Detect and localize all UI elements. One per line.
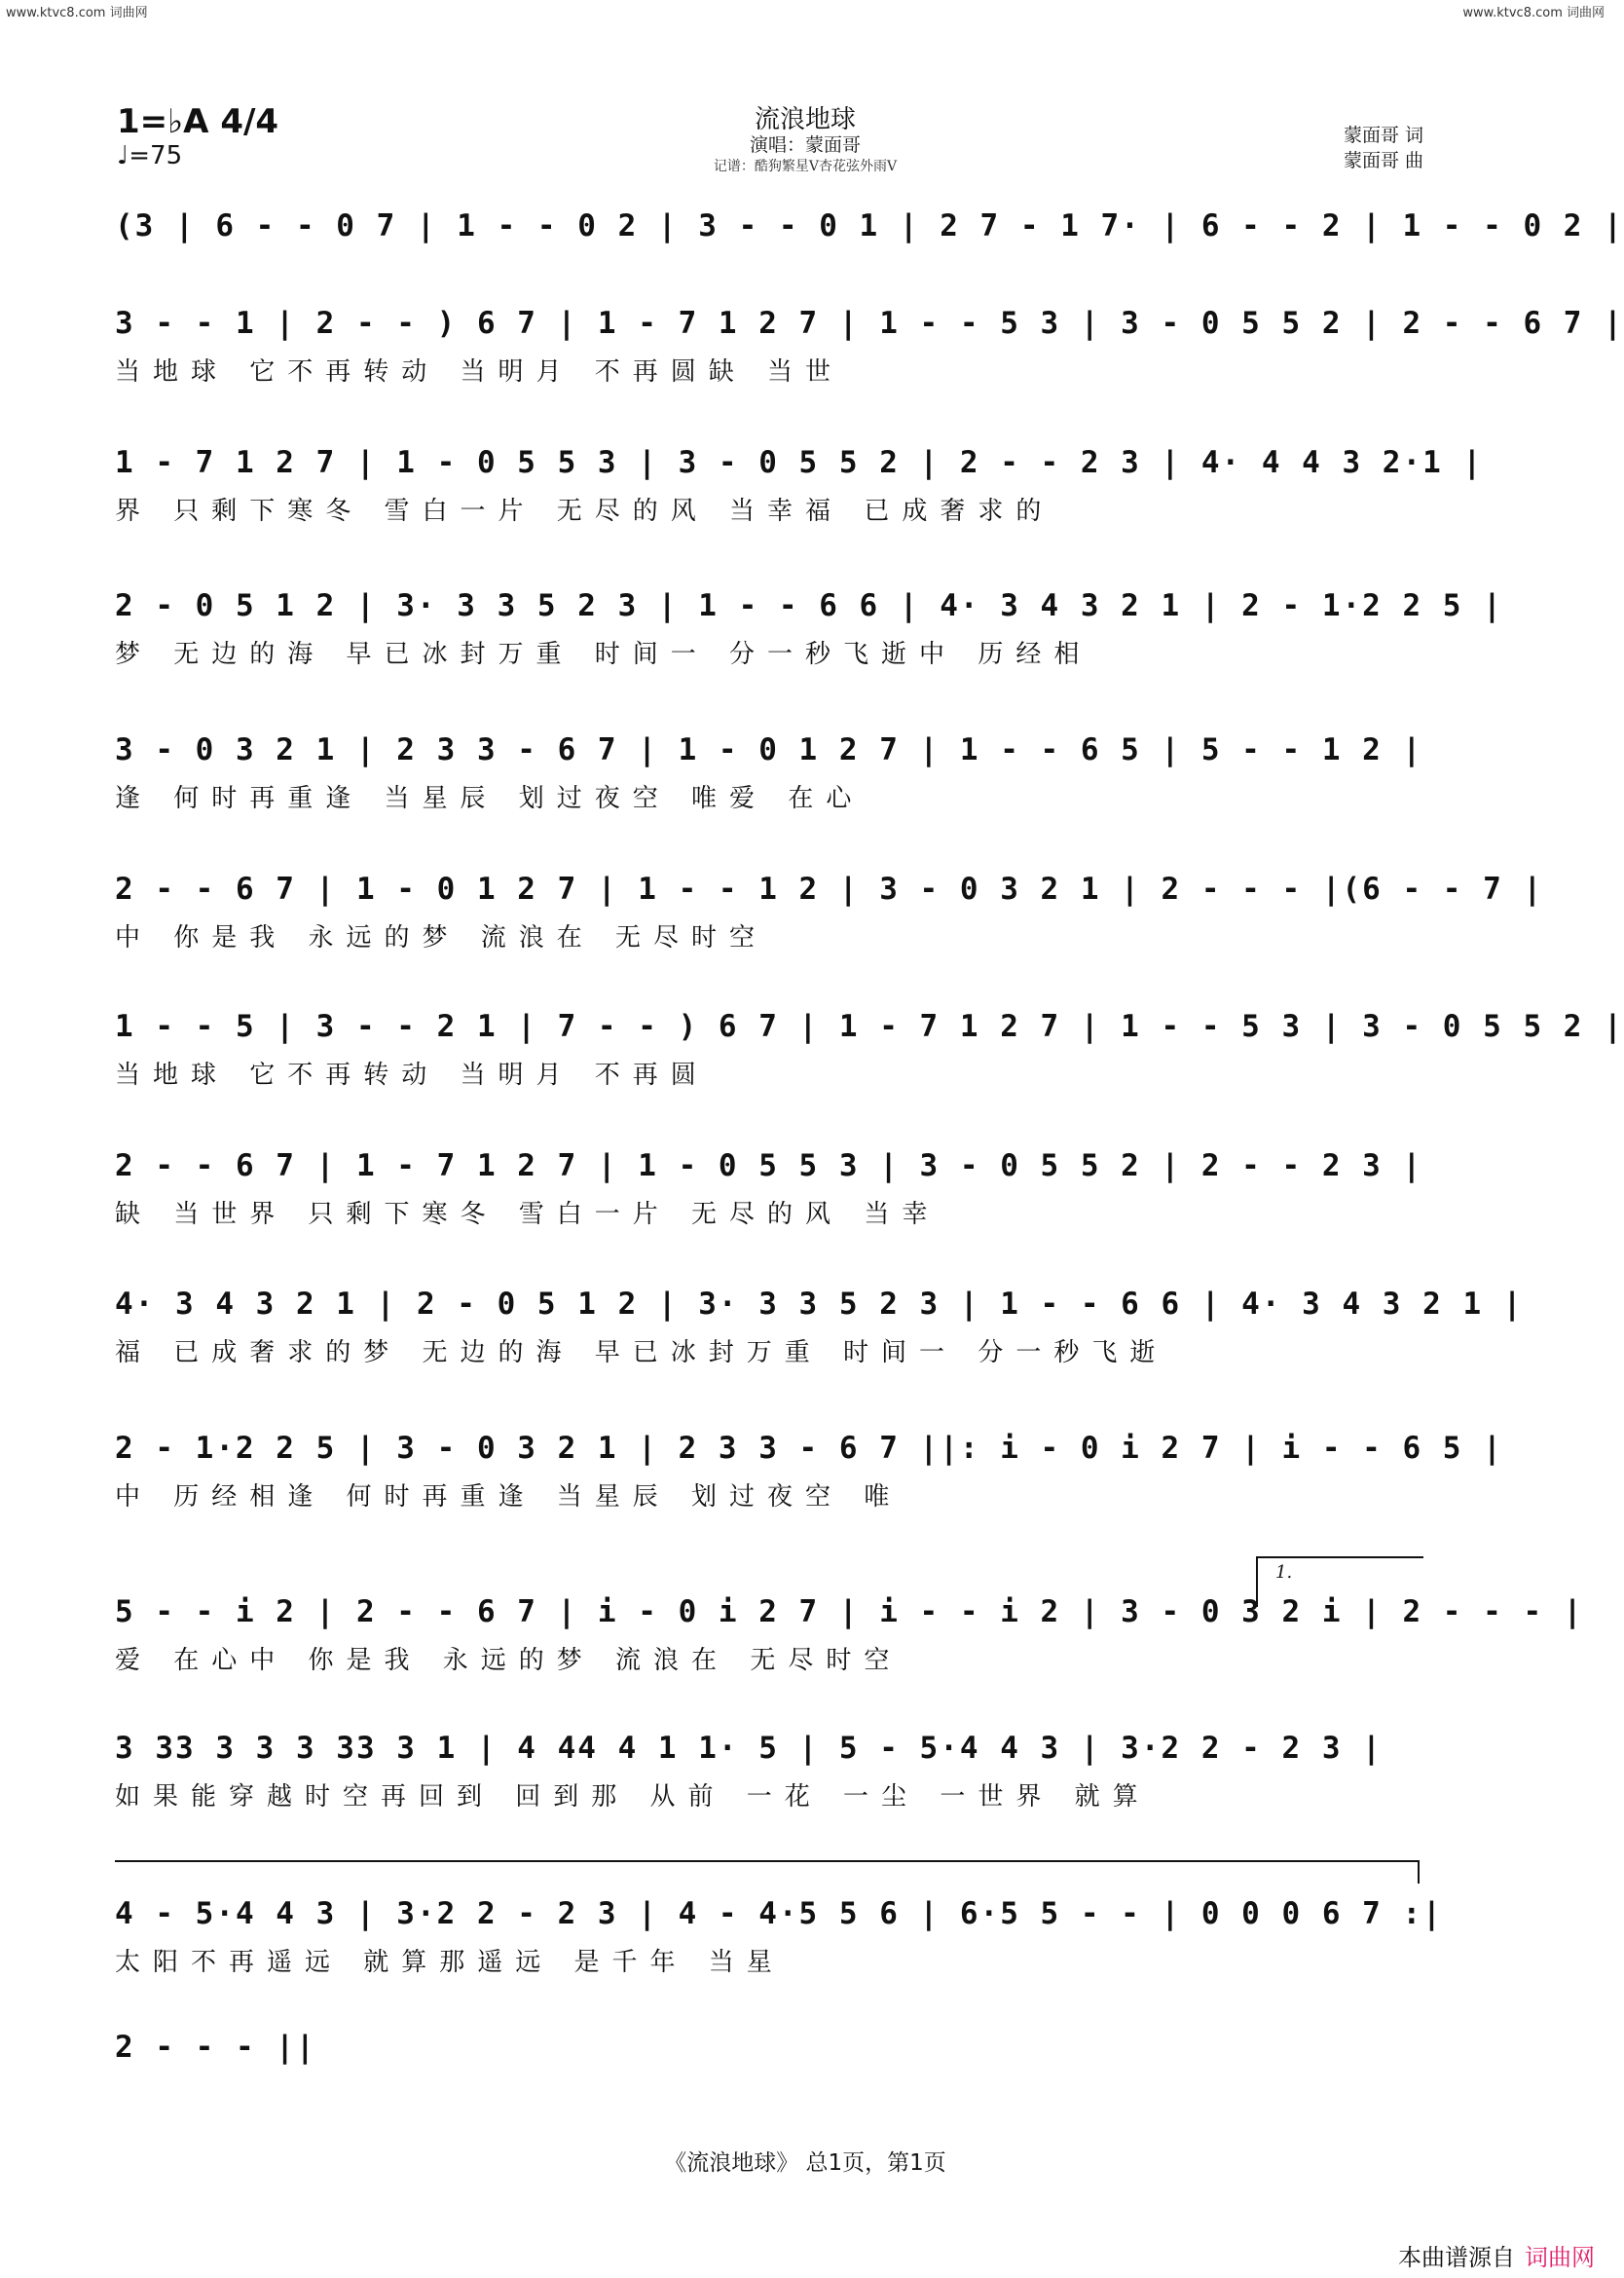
transcriber-credit: 记谱：酷狗繁星V杏花弦外雨V [713,159,898,174]
lyric-line [115,2078,1421,2113]
notation-line: 2 - 0 5 1 2 | 3· 3 3 5 2 3 | 1 - - 6 6 | 4· 3 4 3 2 1 | 2 - 1·2 2 5 | [115,588,1503,623]
source-credit [1398,2238,1595,2272]
lyric-line: 缺 当世界 只剩下寒冬 雪白一片 无尽的风 当幸 [115,1200,941,1229]
volta-label: 1. [1275,1562,1293,1583]
notation-line: 2 - - - || [115,2030,316,2065]
lyricist-credit: 蒙面哥 词 [1343,125,1423,146]
singer-credit: 演唱：蒙面哥 [749,134,861,156]
lyric-line: 中 历经相逢 何时再重逢 当星辰 划过夜空 唯 [115,1482,903,1512]
watermark-left: www.ktvc8.com 词曲网 [6,6,148,20]
notation-line: 3 - 0 3 2 1 | 2 3 3 - 6 7 | 1 - 0 1 2 7 | 1 - - 6 5 | 5 - - 1 2 | [115,732,1423,767]
key-signature: 1=♭A 4/4 [117,102,279,141]
repeat-bracket [115,1860,1420,1884]
lyric-line: 爱 在心中 你是我 永远的梦 流浪在 无尽时空 [115,1646,903,1675]
watermark-right: www.ktvc8.com 词曲网 [1462,6,1605,20]
notation-line: 2 - - 6 7 | 1 - 7 1 2 7 | 1 - 0 5 5 3 | 3 - 0 5 5 2 | 2 - - 2 3 | [115,1148,1423,1183]
notation-line: 4· 3 4 3 2 1 | 2 - 0 5 1 2 | 3· 3 3 5 2 3 | 1 - - 6 6 | 4· 3 4 3 2 1 | [115,1287,1524,1322]
lyric-line: 界 只剩下寒冬 雪白一片 无尽的风 当幸福 已成奢求的 [115,497,1054,526]
notation-line: (3 | 6 - - 0 7 | 1 - - 0 2 | 3 - - 0 1 | 2 7 - 1 7· | 6 - - 2 | 1 - - 0 2 | [115,208,1624,243]
notation-line: 1 - 7 1 2 7 | 1 - 0 5 5 3 | 3 - 0 5 5 2 | 2 - - 2 3 | 4· 4 4 3 2·1 | [115,445,1484,480]
song-title: 流浪地球 [754,105,856,134]
page-footer: 《流浪地球》 总1页，第1页 [664,2150,946,2176]
notation-line: 2 - - 6 7 | 1 - 0 1 2 7 | 1 - - 1 2 | 3 - 0 3 2 1 | 2 - - - |(6 - - 7 | [115,872,1544,907]
source-site-link[interactable]: 词曲网 [1525,2244,1595,2271]
lyric-line [115,257,1421,292]
source-label: 本曲谱源自 [1398,2244,1515,2271]
notation-line: 5 - - i 2 | 2 - - 6 7 | i - 0 i 2 7 | i - - i 2 | 3 - 0 3 2 i | 2 - - - | [115,1594,1584,1629]
tempo-marking: ♩=75 [117,141,183,170]
lyric-line: 逢 何时再重逢 当星辰 划过夜空 唯爱 在心 [115,784,865,813]
lyric-line: 中 你是我 永远的梦 流浪在 无尽时空 [115,923,768,952]
notation-line: 1 - - 5 | 3 - - 2 1 | 7 - - ) 6 7 | 1 - 7 1 2 7 | 1 - - 5 3 | 3 - 0 5 5 2 | [115,1009,1624,1044]
notation-line: 3 33 3 3 3 33 3 1 | 4 44 4 1 1· 5 | 5 - 5·4 4 3 | 3·2 2 - 2 3 | [115,1731,1383,1766]
lyric-line: 福 已成奢求的梦 无边的海 早已冰封万重 时间一 分一秒飞逝 [115,1338,1168,1367]
composer-credit: 蒙面哥 曲 [1343,150,1423,171]
notation-line: 3 - - 1 | 2 - - ) 6 7 | 1 - 7 1 2 7 | 1 - - 5 3 | 3 - 0 5 5 2 | 2 - - 6 7 | [115,306,1624,341]
lyric-line: 当地球 它不再转动 当明月 不再圆 [115,1061,709,1090]
notation-line: 2 - 1·2 2 5 | 3 - 0 3 2 1 | 2 3 3 - 6 7 ||: i - 0 i 2 7 | i - - 6 5 | [115,1431,1503,1466]
lyric-line: 太阳不再遥远 就算那遥远 是千年 当星 [115,1948,785,1977]
notation-line: 4 - 5·4 4 3 | 3·2 2 - 2 3 | 4 - 4·5 5 6 | 6·5 5 - - | 0 0 0 6 7 :| [115,1896,1443,1931]
lyric-line: 当地球 它不再转动 当明月 不再圆缺 当世 [115,357,844,387]
lyric-line: 梦 无边的海 早已冰封万重 时间一 分一秒飞逝中 历经相 [115,640,1092,669]
lyric-line: 如果能穿越时空再回到 回到那 从前 一花 一尘 一世界 就算 [115,1782,1151,1811]
